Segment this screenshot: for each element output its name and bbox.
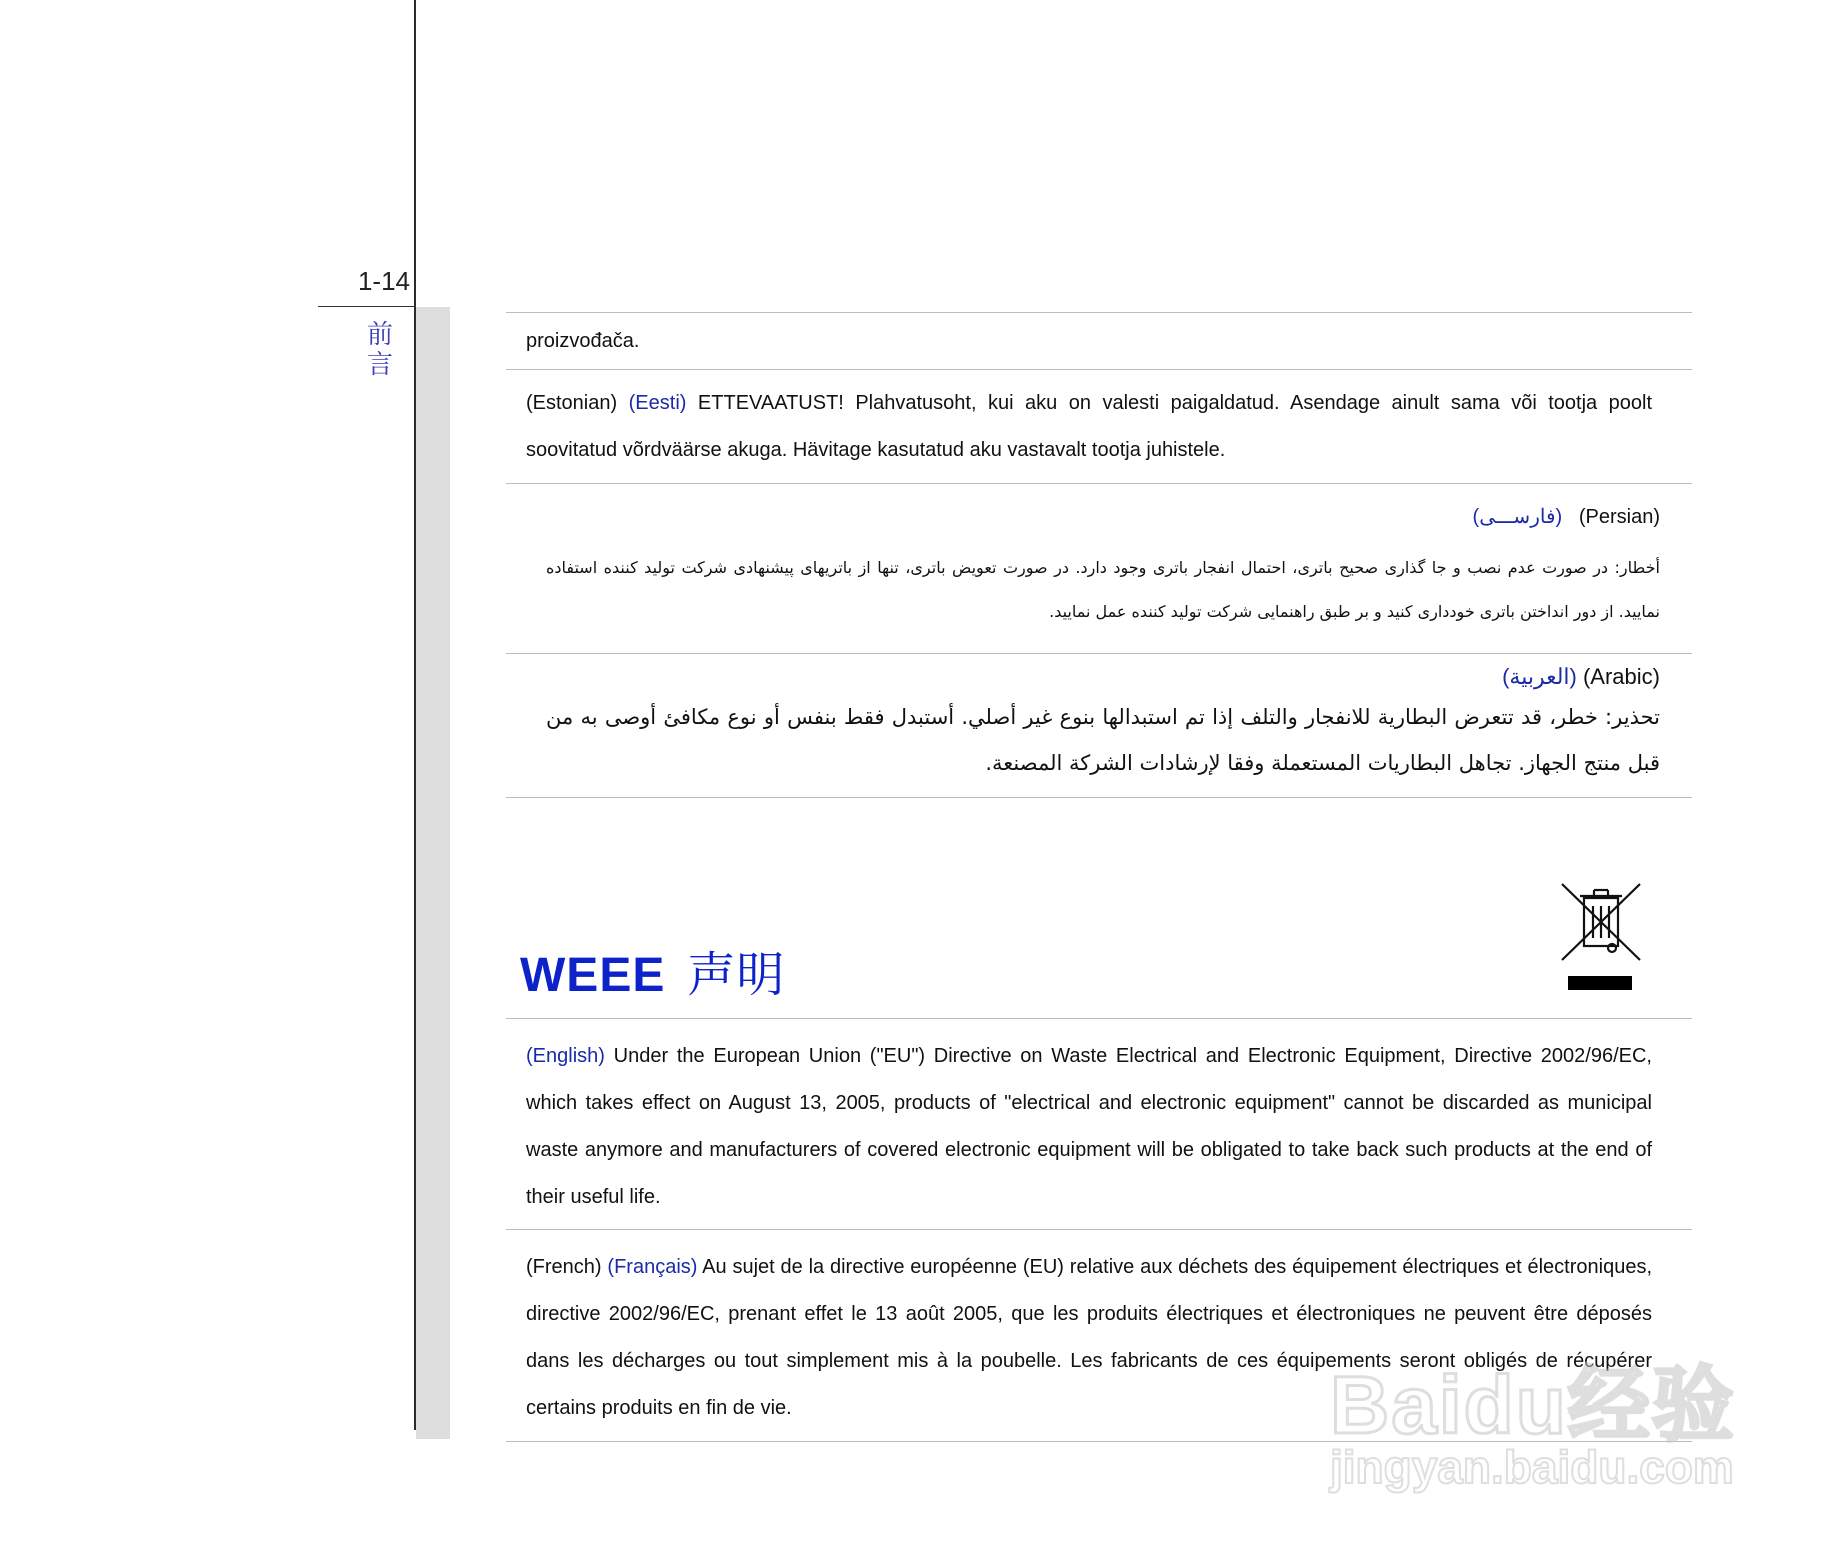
chapter-label: 前言 (366, 320, 393, 380)
weee-title-cjk: 声明 (687, 947, 786, 1003)
french-native-label: (Français) (607, 1256, 698, 1278)
top-fragment-block (506, 312, 1692, 370)
arabic-lang-label: (Arabic) (1582, 664, 1660, 689)
persian-heading (506, 502, 1692, 532)
weee-title-text: WEEE (520, 949, 666, 1002)
margin-band (416, 307, 450, 1439)
top-fragment-text: proizvođača. (526, 330, 640, 352)
estonian-paragraph (506, 380, 1692, 474)
estonian-text: ETTEVAATUST! Plahvatusoht, kui aku on valesti paigaldatud. Asendage ainult sama või tootja poolt soovitatud võrdväärse akuga. Hävitage kasutatud aku vastavalt tootja juhistele. (526, 392, 1652, 461)
persian-native-label: (فارســـی) (1472, 506, 1563, 528)
persian-lang-label: (Persian) (1578, 506, 1660, 528)
estonian-lang-label: (Estonian) (526, 392, 618, 414)
estonian-native-label: (Eesti) (628, 392, 687, 414)
weee-french-text: Au sujet de la directive européenne (EU) relative aux déchets des équipement électriques et électroniques, directive 2002/96/EC, prenant effet le 13 août 2005, que les produits électriques et électroniques ne peuvent être déposés dans les décharges ou tout simplement mis à la poubelle. Les fabricants de ces équipements seront obligés de récupérer certains produits en fin de vie. (526, 1256, 1653, 1419)
weee-french-block (506, 1230, 1692, 1442)
weee-english-paragraph (506, 1033, 1692, 1221)
weee-english-text: Under the European Union ("EU") Directive on Waste Electrical and Electronic Equipment, Directive 2002/96/EC, which takes effect on August 13, 2005, products of "electrical and electronic equipment" cannot be discarded as municipal waste anymore and manufacturers of covered electronic equipment will be obligated to take back such products at the end of their useful life. (526, 1045, 1652, 1208)
estonian-block (506, 370, 1692, 484)
weee-english-block (506, 1018, 1692, 1230)
french-lang-label: (French) (526, 1256, 602, 1278)
english-lang-label: (English) (526, 1045, 605, 1067)
weee-title (520, 936, 785, 1005)
crossed-out-wheelie-bin-icon (1560, 880, 1644, 990)
page-number: 1-14 (357, 266, 410, 296)
arabic-block (506, 654, 1692, 798)
arabic-native-label: (العربية) (1502, 664, 1577, 689)
watermark-brand: Baidu经验 (1330, 1360, 1736, 1451)
page-number-underline (318, 306, 416, 307)
arabic-text: تحذير: خطر، قد تتعرض البطارية للانفجار والتلف إذا تم استبدالها بنوع غير أصلي. أستبدل فقط بنفس أو نوع مكافئ أوصى به من قبل منتج الجهاز. تجاهل البطاريات المستعملة وفقا لإرشادات الشركة المصنعة. (546, 705, 1660, 775)
persian-block (506, 484, 1692, 654)
arabic-heading (506, 662, 1692, 692)
persian-text: أخطار: در صورت عدم نصب و جا گذاری صحیح باتری، احتمال انفجار باتری وجود دارد. در صورت تعویض باتری، تنها از باتریهای پیشنهادی شرکت تولید کننده استفاده نمایید. از دور انداختن باتری خودداری کنید و بر طبق راهنمایی شرکت تولید کننده عمل نمایید. (546, 558, 1660, 621)
watermark-url: jingyan.baidu.com (1330, 1441, 1734, 1493)
weee-french-paragraph (506, 1244, 1692, 1432)
